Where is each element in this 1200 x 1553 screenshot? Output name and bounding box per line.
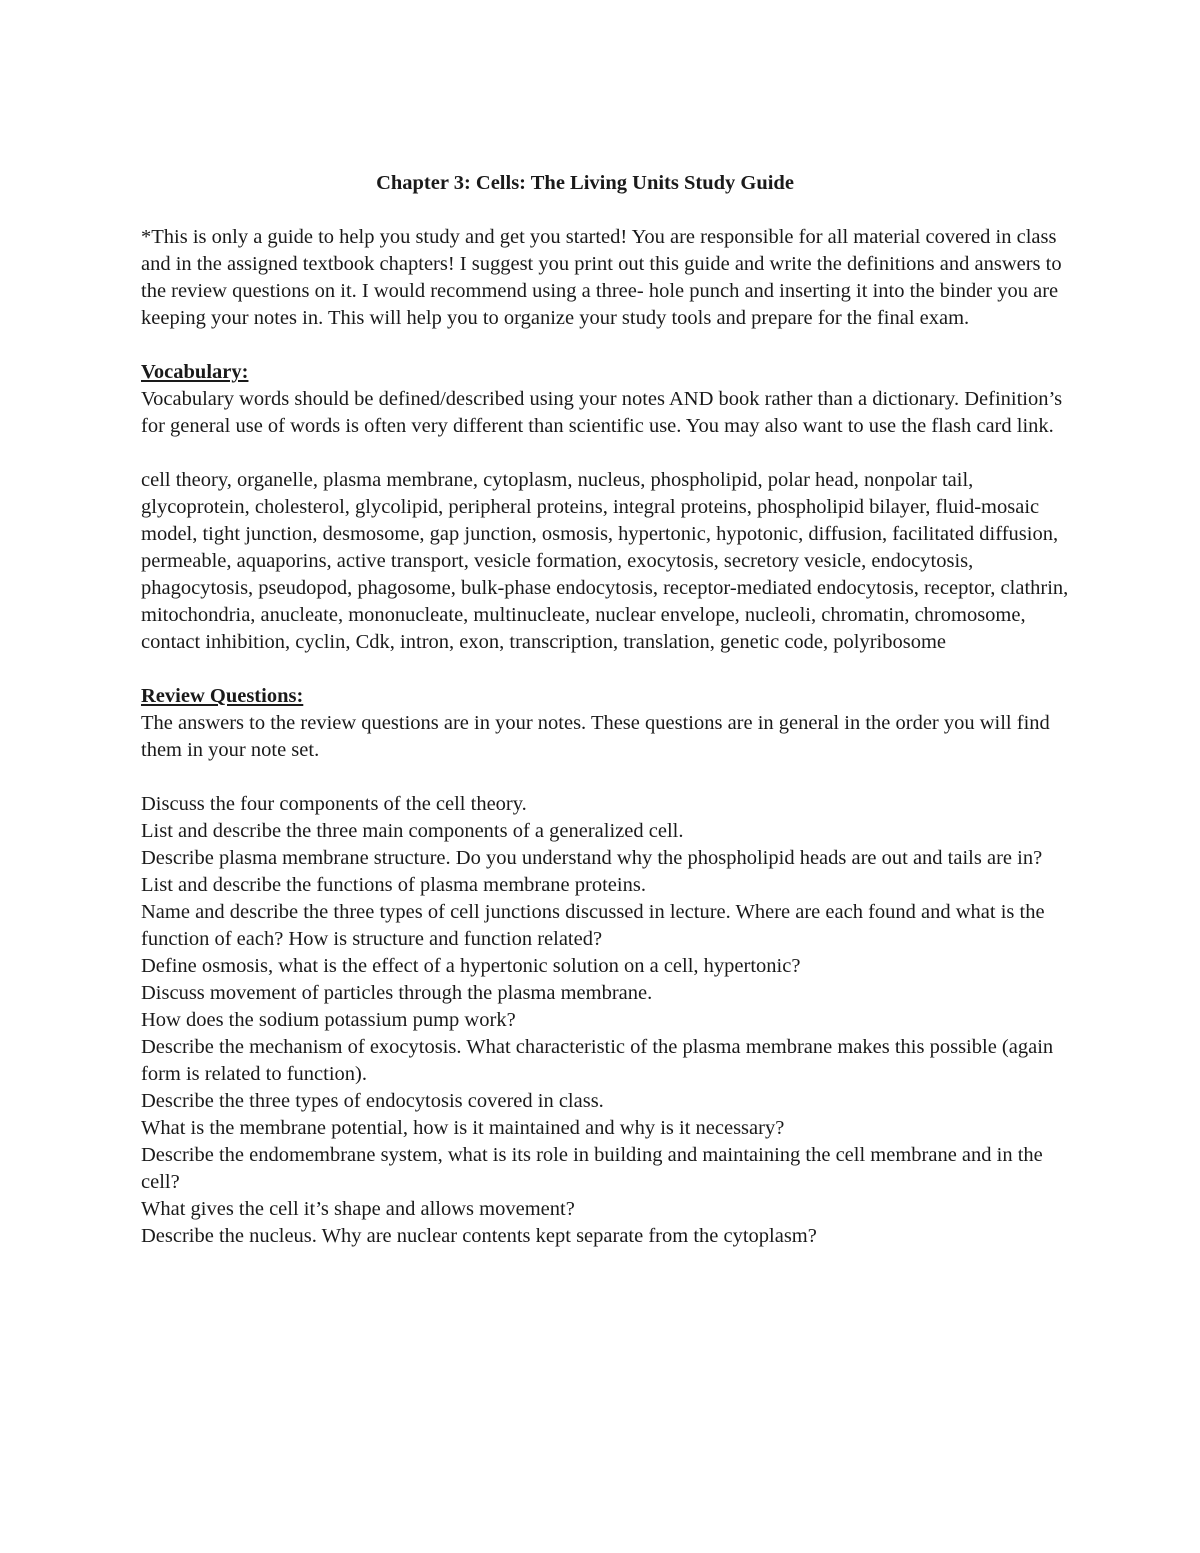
spacer	[141, 656, 1071, 683]
review-question: Describe plasma membrane structure. Do you understand why the phospholipid heads are out and tails are in?	[141, 847, 1043, 869]
review-question: List and describe the functions of plasma membrane proteins.	[141, 874, 646, 896]
spacer	[141, 440, 1071, 467]
document-page	[141, 170, 1071, 1250]
review-question: What is the membrane potential, how is it maintained and why is it necessary?	[141, 1117, 785, 1139]
review-question: List and describe the three main components of a generalized cell.	[141, 820, 684, 842]
review-heading: Review Questions:	[141, 685, 304, 707]
review-question: Describe the nucleus. Why are nuclear contents kept separate from the cytoplasm?	[141, 1225, 817, 1247]
review-question-list	[141, 791, 1071, 1250]
review-question: How does the sodium potassium pump work?	[141, 1009, 516, 1031]
review-question: Discuss movement of particles through the plasma membrane.	[141, 982, 653, 1004]
intro-paragraph: *This is only a guide to help you study and get you started! You are responsible for all material covered in class and in the assigned textbook chapters! I suggest you print out this guide and write the definitions and answers to the review questions on it. I would recommend using a three- hole punch and inserting it into the binder you are keeping your notes in. This will help you to organize your study tools and prepare for the final exam.	[141, 226, 1062, 329]
spacer	[141, 764, 1071, 791]
review-instructions: The answers to the review questions are in your notes. These questions are in general in the order you will find them in your note set.	[141, 712, 1050, 761]
spacer	[141, 332, 1071, 359]
review-question: What gives the cell it’s shape and allows movement?	[141, 1198, 575, 1220]
vocabulary-heading: Vocabulary:	[141, 361, 249, 383]
review-question: Name and describe the three types of cell junctions discussed in lecture. Where are each found and what is the function of each? How is structure and function related?	[141, 901, 1045, 950]
review-question: Describe the endomembrane system, what is its role in building and maintaining the cell membrane and in the cell?	[141, 1144, 1043, 1193]
page-title: Chapter 3: Cells: The Living Units Study Guide	[376, 172, 794, 194]
vocabulary-terms: cell theory, organelle, plasma membrane, cytoplasm, nucleus, phospholipid, polar head, nonpolar tail, glycoprotein, cholesterol, glycolipid, peripheral proteins, integral proteins, phospholipid bilayer, fluid-mosaic model, tight junction, desmosome, gap junction, osmosis, hypertonic, hypotonic, diffusion, facilitated diffusion, permeable, aquaporins, active transport, vesicle formation, exocytosis, secretory vesicle, endocytosis, phagocytosis, pseudopod, phagosome, bulk-phase endocytosis, receptor-mediated endocytosis, receptor, clathrin, mitochondria, anucleate, mononucleate, multinucleate, nuclear envelope, nucleoli, chromatin, chromosome, contact inhibition, cyclin, Cdk, intron, exon, transcription, translation, genetic code, polyribosome	[141, 469, 1069, 653]
review-question: Discuss the four components of the cell theory.	[141, 793, 527, 815]
vocabulary-instructions: Vocabulary words should be defined/described using your notes AND book rather than a dictionary. Definition’s for general use of words is often very different than scientific use. You may also want to use the flash card link.	[141, 388, 1063, 437]
review-question: Define osmosis, what is the effect of a hypertonic solution on a cell, hypertonic?	[141, 955, 801, 977]
review-question: Describe the three types of endocytosis covered in class.	[141, 1090, 604, 1112]
review-question: Describe the mechanism of exocytosis. What characteristic of the plasma membrane makes this possible (again form is related to function).	[141, 1036, 1054, 1085]
